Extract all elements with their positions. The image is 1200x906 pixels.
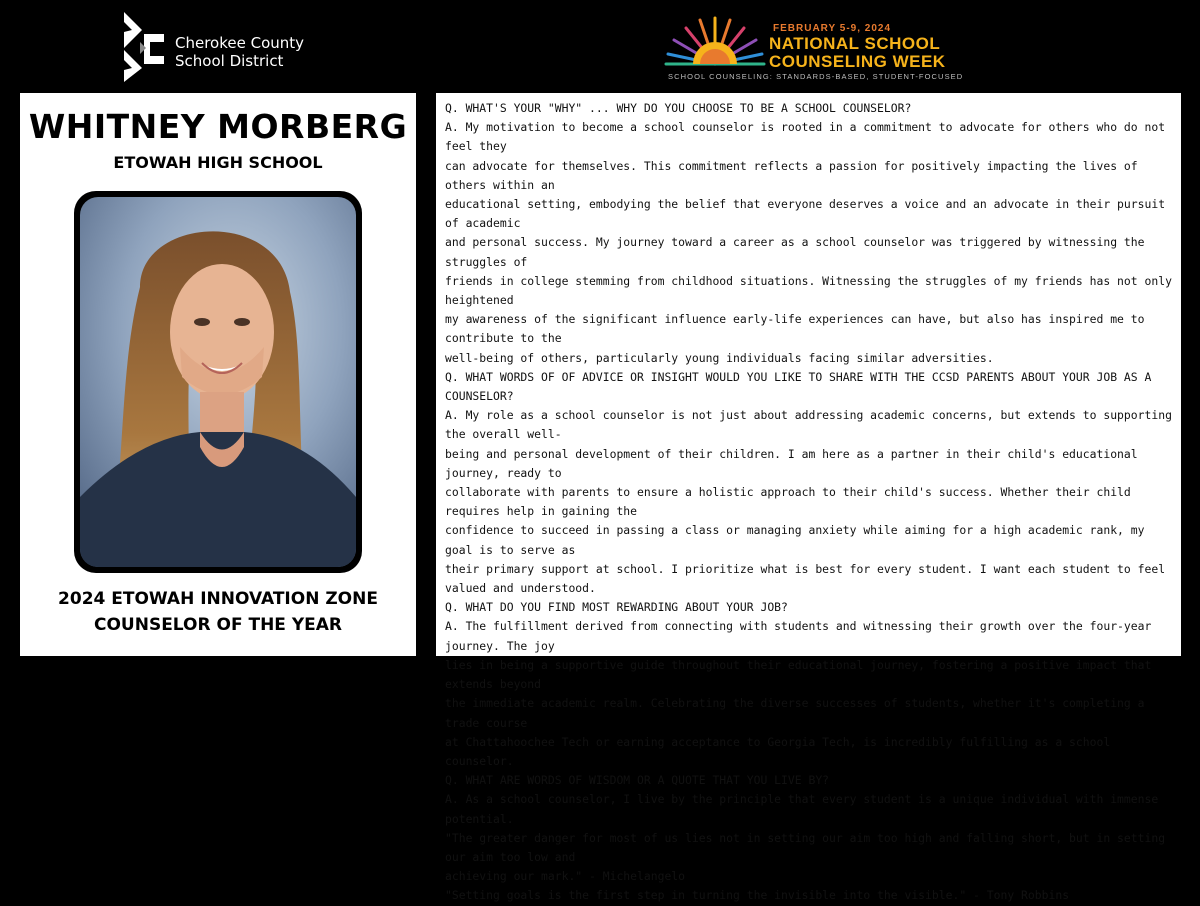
ncw-school: SCHOOL [864,34,941,53]
award-title-line2: COUNSELOR OF THE YEAR [93,615,342,635]
ncw-tagline: SCHOOL COUNSELING: STANDARDS-BASED, STUDENT-FOCUSED [668,72,964,81]
answer-line: well-being of others, particularly young individuals facing similar adversities. [445,350,994,365]
answer-line: collaborate with parents to ensure a holistic approach to their child's success. Whether their child requires help in gaining the [445,485,1131,519]
school-name: ETOWAH HIGH SCHOOL [113,153,323,172]
question-4: Q. WHAT ARE WORDS OF WISDOM OR A QUOTE THAT YOU LIVE BY? [445,773,830,788]
ncw-dates: FEBRUARY 5-9, 2024 [773,23,892,34]
ncw-counseling: COUNSELING [769,52,888,71]
counselor-name: WHITNEY MORBERG [28,107,408,146]
answer-line: lies in being a supportive guide throughout their educational journey, fostering a positive impact that extends beyond [445,657,1152,692]
answer-1 [445,118,1173,368]
answer-line: "Setting goals is the first step in turning the invisible into the visible." - Tony Robbins [445,888,1070,903]
answer-line: A. The fulfillment derived from connecting with students and witnessing their growth over the four-year journey. The joy [445,619,1152,653]
answer-4 [445,790,1173,905]
answer-line: being and personal development of their children. I am here as a partner in their child's educational journey, ready to [445,446,1138,480]
answer-line: friends in college stemming from childhood situations. Witnessing the struggles of my friends has not only heightened [445,273,1172,308]
answer-line: my awareness of the significant influence early-life experiences can have, but also has inspired me to contribute to the [445,312,1145,346]
question-1: Q. WHAT'S YOUR "WHY" ... WHY DO YOU CHOOSE TO BE A SCHOOL COUNSELOR? [445,101,912,115]
answer-line: can advocate for themselves. This commitment reflects a passion for positively impacting the lives of others within an [445,158,1138,192]
answer-line: and personal success. My journey toward a career as a school counselor was triggered by witnessing the struggles of [445,235,1145,269]
answer-line: achieving our mark." - Michelangelo [445,869,686,884]
answer-3 [445,617,1173,771]
district-name-line2: School District [175,52,284,70]
answer-line: A. My role as a school counselor is not just about addressing academic concerns, but extends to supporting the overall well- [445,408,1172,442]
district-logo [120,12,360,84]
answer-line: "The greater danger for most of us lies not in setting our aim too high and falling short, but in setting our aim too low and [445,830,1166,864]
question-3: Q. WHAT DO YOU FIND MOST REWARDING ABOUT YOUR JOB? [445,600,788,615]
district-name [175,34,304,70]
answer-line: A. As a school counselor, I live by the principle that every student is a unique individual with immense potential. [445,792,1159,826]
answer-2 [445,406,1173,598]
ncw-title-line1 [769,35,940,53]
ncw-logo [660,10,964,84]
answer-line: educational setting, embodying the belief that everyone deserves a voice and an advocate in their pursuit of academic [445,197,1166,231]
answer-line: the immediate academic realm. Celebrating the diverse successes of students, whether it's completing a trade course [445,696,1145,730]
profile-card [20,93,416,656]
qa-panel [436,93,1181,903]
district-name-line1: Cherokee County [175,34,305,52]
answer-line: at Chattahoochee Tech or earning acceptance to Georgia Tech, is incredibly fulfilling as a school counselor. [445,734,1111,768]
ncw-title-line2 [769,53,946,71]
district-c-mark-icon [120,12,168,82]
ncw-national: NATIONAL [769,34,860,53]
portrait-image [80,197,356,567]
counselor-photo [74,191,362,573]
answer-line: confidence to succeed in passing a class or managing anxiety while aiming for a high academic rank, my goal is to serve as [445,523,1145,557]
question-2: Q. WHAT WORDS OF OF ADVICE OR INSIGHT WOULD YOU LIKE TO SHARE WITH THE CCSD PARENTS ABOUT YOUR JOB AS A COUNSELOR? [445,369,1152,404]
sunburst-icon [660,10,770,70]
answer-line: their primary support at school. I prioritize what is best for every student. I want each student to feel valued and understood. [445,561,1166,596]
award-title-line1: 2024 ETOWAH INNOVATION ZONE [58,589,378,609]
ncw-week: WEEK [892,52,946,71]
answer-line: A. My motivation to become a school counselor is rooted in a commitment to advocate for others who do not feel they [445,120,1166,154]
